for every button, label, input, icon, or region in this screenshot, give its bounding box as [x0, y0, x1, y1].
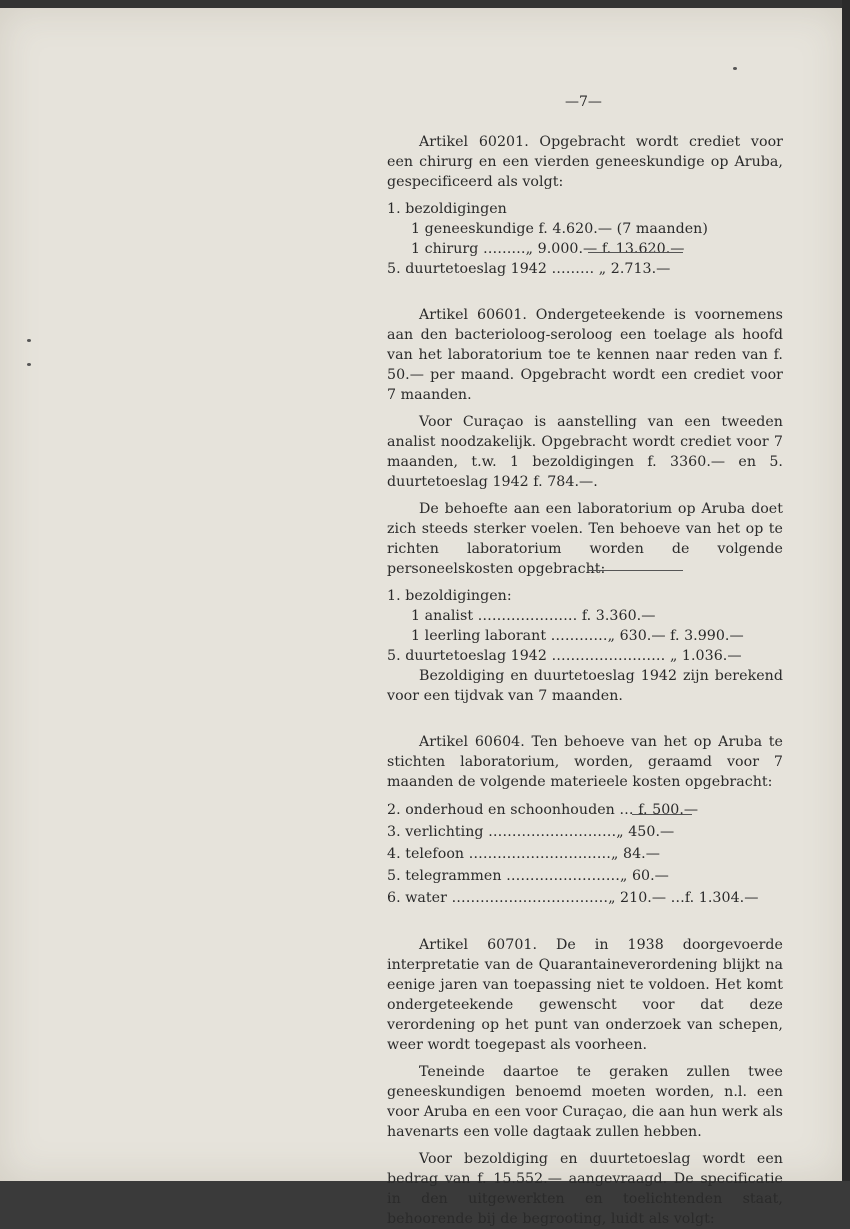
- a60604-item: 6. water ……………………………„ 210.— …f. 1.304.—: [387, 890, 759, 906]
- a60601-line-2: 1 analist ………………… f. 3.360.—: [411, 608, 656, 624]
- a60601-line-4: 5. duurtetoeslag 1942 …………………… „ 1.036.—: [387, 648, 742, 664]
- article-60601-p4: Bezoldiging en duurtetoeslag 1942 zijn berekend voor een tijdvak van 7 maanden.: [387, 668, 783, 704]
- article-60601-p2: Voor Curaçao is aanstelling van een tweeden analist noodzakelijk. Opgebracht wordt crediet voor 7 maanden, t.w. 1 bezoldigingen f. 3360.— en 5. duurtetoeslag 1942 f. 784.—.: [387, 414, 783, 490]
- scan-border-right: [842, 0, 850, 1181]
- article-60701-p3: Voor bezoldiging en duurtetoeslag wordt een bedrag van f. 15.552.— aangevraagd. De specificatie in den uitgewerkten en toelichtenden staat, behoorende bij de begrooting, luidt als volgt:: [387, 1151, 783, 1227]
- paper-speck: [733, 67, 737, 70]
- a60604-item: 5. telegrammen ……………………„ 60.—: [387, 868, 669, 884]
- subtotal-rule: [632, 814, 692, 815]
- paper-speck: [27, 363, 31, 366]
- article-60604-p1: Artikel 60604. Ten behoeve van het op Aruba te stichten laboratorium, worden, geraamd voor 7 maanden de volgende materieele kosten opgebracht:: [387, 734, 783, 790]
- a60201-line-1: 1. bezoldigingen: [387, 201, 507, 217]
- scan-border-top: [0, 0, 850, 8]
- article-60201-intro: Artikel 60201. Opgebracht wordt crediet voor een chirurg en een vierden geneeskundige op Aruba, gespecificeerd als volgt:: [387, 134, 783, 190]
- article-60701-p2: Teneinde daartoe te geraken zullen twee geneeskundigen benoemd moeten worden, n.l. een voor Aruba en een voor Curaçao, die aan hun werk als havenarts een volle dagtaak zullen hebben.: [387, 1064, 783, 1140]
- paper-speck: [27, 339, 31, 342]
- page-number: —7—: [565, 94, 602, 110]
- a60201-line-2: 1 geneeskundige f. 4.620.— (7 maanden): [411, 221, 708, 237]
- article-60601-p1: Artikel 60601. Ondergeteekende is voornemens aan den bacterioloog-seroloog een toelage als hoofd van het laboratorium toe te kennen naar reden van f. 50.— per maand. Opgebracht wordt een crediet voor 7 maanden.: [387, 307, 783, 403]
- a60604-item: 2. onderhoud en schoonhouden … f. 500.—: [387, 802, 699, 818]
- a60604-item: 4. telefoon …………………………„ 84.—: [387, 846, 660, 862]
- article-60601-p3: De behoefte aan een laboratorium op Aruba doet zich steeds sterker voelen. Ten behoeve van het op te richten laboratorium worden de volgende personeelskosten opgebracht:: [387, 501, 783, 577]
- article-60701-p1: Artikel 60701. De in 1938 doorgevoerde interpretatie van de Quarantaineverordening blijkt na eenige jaren van toepassing niet te voldoen. Het komt ondergeteekende gewenscht voor dat deze verordening op het punt van onderzoek van schepen, weer wordt toegepast als voorheen.: [387, 937, 783, 1053]
- a60201-line-3: 1 chirurg ………„ 9.000.— f. 13.620.—: [411, 241, 685, 257]
- a60601-line-1: 1. bezoldigingen:: [387, 588, 512, 604]
- text-column: [387, 132, 783, 1229]
- a60201-line-4: 5. duurtetoeslag 1942 ……… „ 2.713.—: [387, 261, 671, 277]
- subtotal-rule: [588, 252, 683, 253]
- subtotal-rule: [588, 570, 683, 571]
- a60601-line-3: 1 leerling laborant …………„ 630.— f. 3.990.—: [411, 628, 744, 644]
- a60604-item: 3. verlichting ………………………„ 450.—: [387, 824, 675, 840]
